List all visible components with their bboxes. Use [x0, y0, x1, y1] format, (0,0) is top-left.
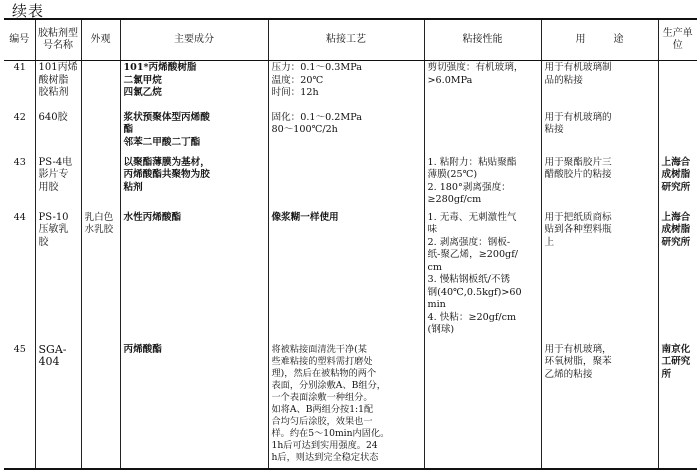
- table-row: [4, 156, 697, 211]
- cell-process: [268, 343, 424, 469]
- row-components: 101*丙烯酸树脂 二氯甲烷 四氯乙烷: [123, 62, 197, 98]
- header-usage-a: 用: [575, 34, 586, 45]
- row-no: 44: [13, 211, 26, 223]
- row-name: SGA- 404: [38, 342, 67, 368]
- cell-appearance: [81, 111, 120, 156]
- cell-process: [268, 61, 424, 111]
- header-process: 粘接工艺: [268, 19, 424, 61]
- cell-performance: [424, 343, 541, 469]
- cell-appearance: [81, 61, 120, 111]
- cell-no: [4, 343, 35, 469]
- row-performance: 剪切强度：有机玻璃， >6.0MPa: [427, 62, 524, 86]
- header-no: 编号: [4, 19, 35, 61]
- row-usage: 用于有机玻璃的 粘接: [544, 111, 612, 135]
- cell-components: [120, 343, 268, 469]
- cell-no: [4, 61, 35, 111]
- header-producer: 生产单位: [658, 19, 697, 61]
- cell-appearance: [81, 343, 120, 469]
- row-components: 以聚酯薄膜为基材， 丙烯酸酯共聚物为胶 粘剂: [123, 156, 210, 193]
- row-no: 42: [13, 111, 26, 123]
- cell-components: [120, 111, 268, 156]
- adhesive-table: [4, 18, 697, 470]
- header-row: [4, 19, 697, 61]
- cell-performance: [424, 211, 541, 343]
- row-producer: 上海合 成树脂 研究所: [661, 156, 691, 193]
- page-title: 续表: [12, 2, 45, 20]
- row-usage: 用于聚酯胶片三 醋酸胶片的粘接: [544, 156, 612, 180]
- row-name: 101丙烯 酸树脂 胶粘剂: [38, 62, 78, 98]
- cell-usage: [541, 156, 658, 211]
- cell-process: [268, 211, 424, 343]
- header-appearance: 外观: [81, 19, 120, 61]
- table-row: [4, 61, 697, 111]
- header-performance: 粘接性能: [424, 19, 541, 61]
- cell-usage: [541, 61, 658, 111]
- row-performance: 1. 无毒、无刺激性气 味 2. 剥离强度：钢板- 纸-聚乙烯，≥200gf/ cm 3. 慢粘钢板纸/不锈 钢(40℃,0.5kgf)>60 min 4. 快粘：≥20gf/cm (钢球): [427, 211, 522, 335]
- row-producer: 南京化 工研究 所: [661, 343, 691, 380]
- table-row: [4, 111, 697, 156]
- cell-usage: [541, 211, 658, 343]
- cell-name: [35, 156, 81, 211]
- row-usage: 用于有机玻璃制 品的粘接: [544, 62, 612, 86]
- cell-components: [120, 156, 268, 211]
- cell-performance: [424, 61, 541, 111]
- cell-producer: [658, 343, 697, 469]
- row-producer: 上海合 成树脂 研究所: [661, 211, 691, 248]
- table-row: [4, 211, 697, 343]
- cell-components: [120, 211, 268, 343]
- header-components: 主要成分: [120, 19, 268, 61]
- row-process: 像浆糊一样使用: [271, 211, 339, 223]
- cell-usage: [541, 111, 658, 156]
- row-no: 45: [13, 343, 26, 355]
- cell-producer: [658, 211, 697, 343]
- row-usage: 用于把纸质商标 贴到各种塑料瓶 上: [544, 211, 612, 248]
- cell-appearance: [81, 156, 120, 211]
- row-name: PS-4电 影片专 用胶: [38, 156, 73, 193]
- row-no: 41: [13, 62, 26, 73]
- cell-process: [268, 111, 424, 156]
- row-appearance: 乳白色 水乳胶: [84, 211, 114, 235]
- cell-no: [4, 156, 35, 211]
- row-name: 640胶: [38, 111, 68, 123]
- cell-no: [4, 211, 35, 343]
- header-usage: [541, 19, 658, 61]
- cell-name: [35, 111, 81, 156]
- row-components: 浆状预聚体型丙烯酸 酯 邻苯二甲酸二丁酯: [123, 111, 210, 148]
- header-name: 胶粘剂型号名称: [35, 19, 81, 61]
- cell-components: [120, 61, 268, 111]
- cell-usage: [541, 343, 658, 469]
- cell-appearance: [81, 211, 120, 343]
- table-row: [4, 343, 697, 469]
- row-performance: 1. 粘附力：粘贴聚酯 薄膜(25℃) 2. 180°剥离强度： ≥280gf/cm: [427, 156, 517, 205]
- cell-producer: [658, 61, 697, 111]
- row-process: 将被粘接面清洗干净(某 些难粘接的塑料需打磨处 理)，然后在被粘物的两个 表面，分别涂敷A、B组分， 一个表面涂敷一种组分。 如将A、B两组分按1:1配 合均匀后涂胶，效果也一 样。约在5～10min内固化。 1h后可达到实用强度。24 h后，则达到完全稳定状态: [271, 343, 390, 463]
- cell-performance: [424, 111, 541, 156]
- cell-process: [268, 156, 424, 211]
- row-components: 水性丙烯酸酯: [123, 211, 182, 223]
- cell-name: [35, 211, 81, 343]
- cell-no: [4, 111, 35, 156]
- header-usage-b: 途: [613, 34, 624, 45]
- row-usage: 用于有机玻璃， 环氧树脂，聚苯 乙烯的粘接: [544, 343, 612, 380]
- cell-name: [35, 343, 81, 469]
- row-components: 丙烯酸酯: [123, 343, 162, 355]
- row-no: 43: [13, 156, 26, 168]
- row-process: 压力：0.1～0.3MPa 温度：20℃ 时间：12h: [271, 62, 362, 98]
- cell-name: [35, 61, 81, 111]
- row-name: PS-10 压敏乳 胶: [38, 211, 69, 248]
- row-process: 固化：0.1～0.2MPa 80～100℃/2h: [271, 111, 362, 135]
- cell-producer: [658, 111, 697, 156]
- cell-performance: [424, 156, 541, 211]
- cell-producer: [658, 156, 697, 211]
